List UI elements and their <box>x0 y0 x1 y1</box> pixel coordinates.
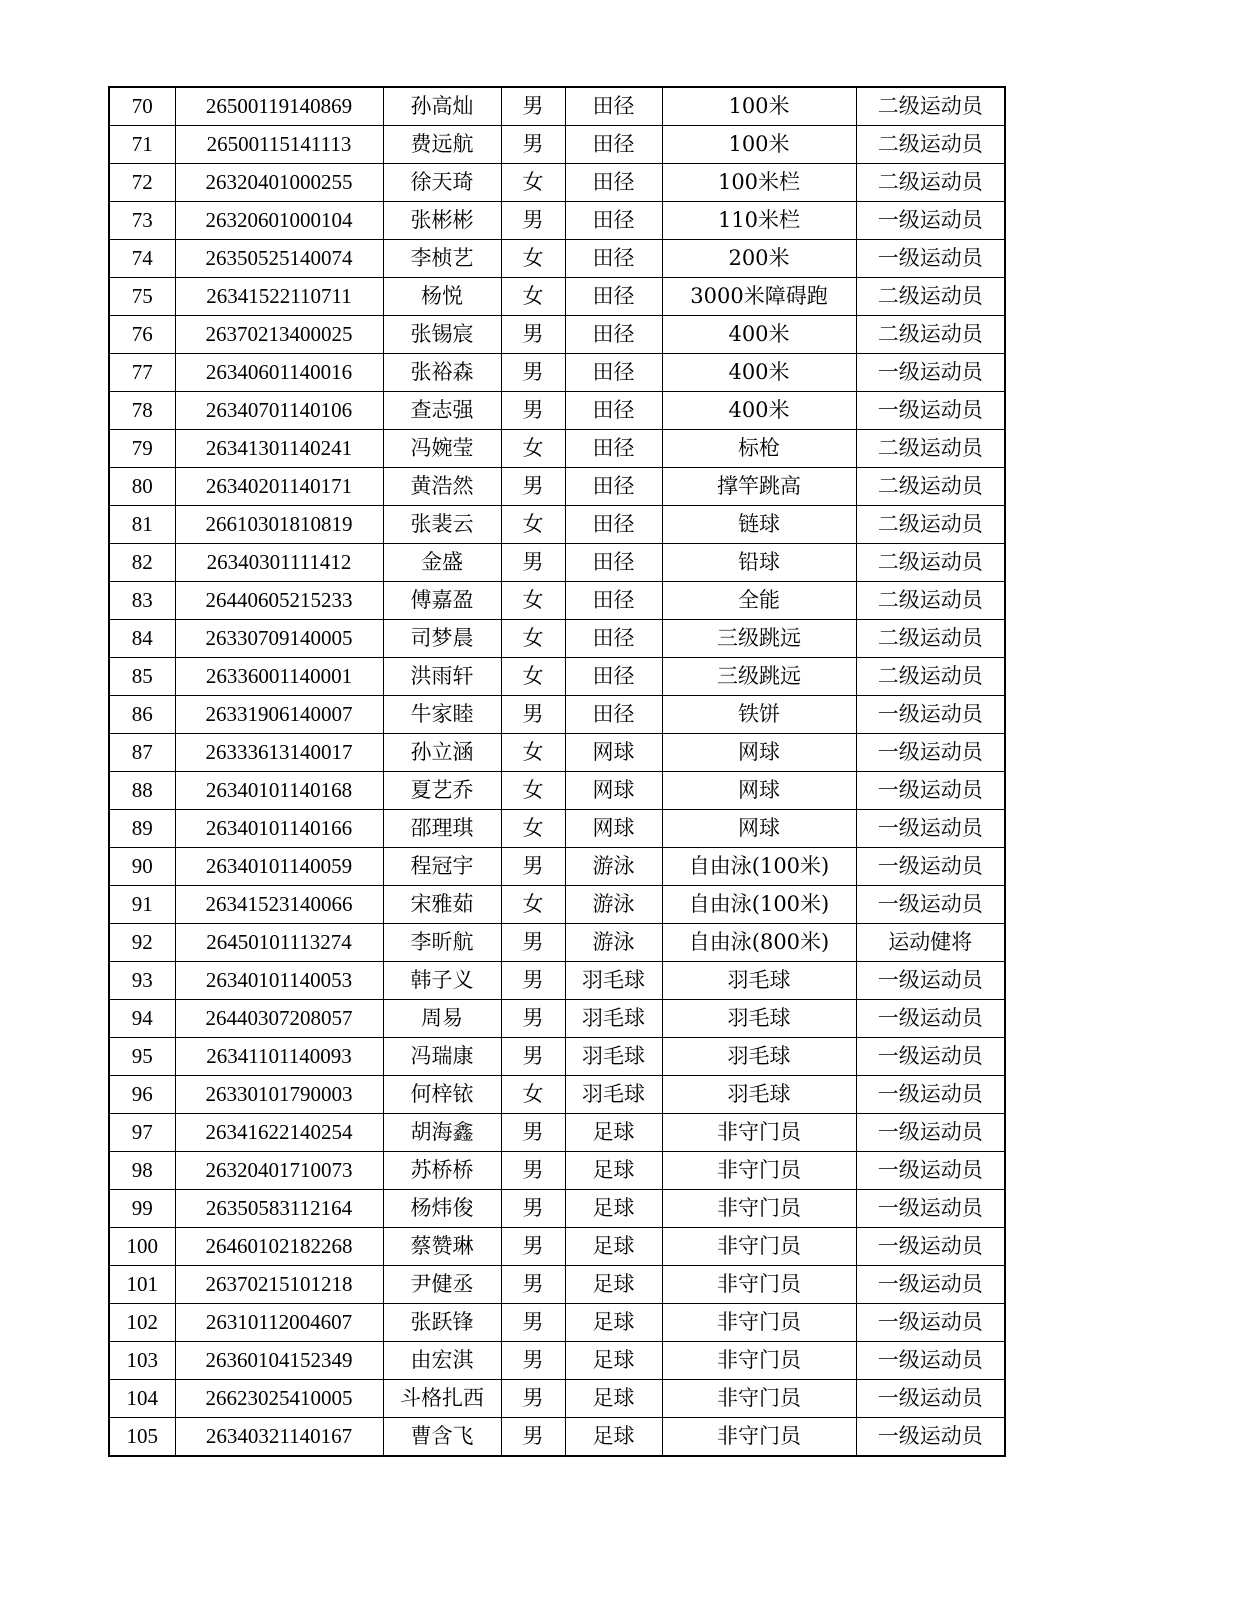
row-number-cell: 104 <box>109 1380 175 1418</box>
candidate-id-cell: 26440307208057 <box>175 1000 383 1038</box>
athlete-level-cell: 一级运动员 <box>856 1000 1005 1038</box>
candidate-id-cell: 26350583112164 <box>175 1190 383 1228</box>
table-row <box>109 1190 1005 1228</box>
candidate-id-cell: 26341523140066 <box>175 886 383 924</box>
gender-cell: 男 <box>501 1152 565 1190</box>
event-cell: 非守门员 <box>662 1190 856 1228</box>
athlete-level-cell: 一级运动员 <box>856 1380 1005 1418</box>
gender-cell: 女 <box>501 658 565 696</box>
event-cell: 三级跳远 <box>662 620 856 658</box>
sport-cell: 田径 <box>565 316 662 354</box>
gender-cell: 男 <box>501 1114 565 1152</box>
row-number-cell: 85 <box>109 658 175 696</box>
athlete-name-cell: 周易 <box>383 1000 501 1038</box>
athlete-name-cell: 苏桥桥 <box>383 1152 501 1190</box>
candidate-id-cell: 26340301111412 <box>175 544 383 582</box>
sport-cell: 游泳 <box>565 924 662 962</box>
event-cell: 网球 <box>662 810 856 848</box>
candidate-id-cell: 26340101140168 <box>175 772 383 810</box>
candidate-id-cell: 26320401000255 <box>175 164 383 202</box>
sport-cell: 足球 <box>565 1380 662 1418</box>
candidate-id-cell: 26623025410005 <box>175 1380 383 1418</box>
event-cell: 铅球 <box>662 544 856 582</box>
athlete-name-cell: 黄浩然 <box>383 468 501 506</box>
table-row <box>109 582 1005 620</box>
row-number-cell: 74 <box>109 240 175 278</box>
table-row <box>109 392 1005 430</box>
table-row <box>109 202 1005 240</box>
event-cell: 羽毛球 <box>662 1038 856 1076</box>
sport-cell: 田径 <box>565 278 662 316</box>
event-cell: 非守门员 <box>662 1266 856 1304</box>
event-cell: 400米 <box>662 316 856 354</box>
table-row <box>109 1114 1005 1152</box>
event-cell: 3000米障碍跑 <box>662 278 856 316</box>
table-row <box>109 620 1005 658</box>
row-number-cell: 82 <box>109 544 175 582</box>
gender-cell: 男 <box>501 126 565 164</box>
event-cell: 200米 <box>662 240 856 278</box>
athlete-level-cell: 一级运动员 <box>856 240 1005 278</box>
row-number-cell: 78 <box>109 392 175 430</box>
athlete-name-cell: 李桢艺 <box>383 240 501 278</box>
row-number-cell: 103 <box>109 1342 175 1380</box>
athlete-level-cell: 二级运动员 <box>856 658 1005 696</box>
event-cell: 三级跳远 <box>662 658 856 696</box>
candidate-id-cell: 26340201140171 <box>175 468 383 506</box>
sport-cell: 田径 <box>565 240 662 278</box>
sport-cell: 田径 <box>565 430 662 468</box>
event-cell: 链球 <box>662 506 856 544</box>
gender-cell: 男 <box>501 316 565 354</box>
gender-cell: 男 <box>501 1304 565 1342</box>
event-cell: 网球 <box>662 772 856 810</box>
athlete-name-cell: 邵理琪 <box>383 810 501 848</box>
gender-cell: 男 <box>501 1266 565 1304</box>
sport-cell: 羽毛球 <box>565 1000 662 1038</box>
row-number-cell: 101 <box>109 1266 175 1304</box>
table-row <box>109 87 1005 126</box>
candidate-id-cell: 26341622140254 <box>175 1114 383 1152</box>
row-number-cell: 96 <box>109 1076 175 1114</box>
athlete-level-cell: 一级运动员 <box>856 202 1005 240</box>
sport-cell: 足球 <box>565 1418 662 1457</box>
row-number-cell: 105 <box>109 1418 175 1457</box>
gender-cell: 女 <box>501 886 565 924</box>
candidate-id-cell: 26330709140005 <box>175 620 383 658</box>
athlete-level-cell: 二级运动员 <box>856 544 1005 582</box>
athlete-level-cell: 一级运动员 <box>856 392 1005 430</box>
gender-cell: 女 <box>501 582 565 620</box>
candidate-id-cell: 26360104152349 <box>175 1342 383 1380</box>
event-cell: 100米 <box>662 126 856 164</box>
athlete-name-cell: 金盛 <box>383 544 501 582</box>
row-number-cell: 76 <box>109 316 175 354</box>
row-number-cell: 84 <box>109 620 175 658</box>
sport-cell: 足球 <box>565 1342 662 1380</box>
row-number-cell: 88 <box>109 772 175 810</box>
candidate-id-cell: 26341522110711 <box>175 278 383 316</box>
table-row <box>109 1380 1005 1418</box>
event-cell: 撑竿跳高 <box>662 468 856 506</box>
gender-cell: 男 <box>501 87 565 126</box>
roster-body <box>109 87 1005 1456</box>
table-row <box>109 772 1005 810</box>
event-cell: 400米 <box>662 354 856 392</box>
table-row <box>109 1342 1005 1380</box>
gender-cell: 女 <box>501 278 565 316</box>
table-row <box>109 810 1005 848</box>
athlete-level-cell: 一级运动员 <box>856 772 1005 810</box>
gender-cell: 男 <box>501 1418 565 1457</box>
athlete-level-cell: 一级运动员 <box>856 1076 1005 1114</box>
sport-cell: 足球 <box>565 1304 662 1342</box>
sport-cell: 田径 <box>565 164 662 202</box>
row-number-cell: 91 <box>109 886 175 924</box>
sport-cell: 羽毛球 <box>565 962 662 1000</box>
candidate-id-cell: 26450101113274 <box>175 924 383 962</box>
gender-cell: 女 <box>501 430 565 468</box>
sport-cell: 田径 <box>565 696 662 734</box>
row-number-cell: 99 <box>109 1190 175 1228</box>
table-row <box>109 126 1005 164</box>
athlete-name-cell: 洪雨轩 <box>383 658 501 696</box>
gender-cell: 女 <box>501 240 565 278</box>
row-number-cell: 75 <box>109 278 175 316</box>
row-number-cell: 71 <box>109 126 175 164</box>
athlete-name-cell: 傅嘉盈 <box>383 582 501 620</box>
athlete-name-cell: 司梦晨 <box>383 620 501 658</box>
gender-cell: 男 <box>501 1038 565 1076</box>
gender-cell: 男 <box>501 544 565 582</box>
sport-cell: 田径 <box>565 544 662 582</box>
gender-cell: 男 <box>501 696 565 734</box>
table-row <box>109 886 1005 924</box>
row-number-cell: 73 <box>109 202 175 240</box>
table-row <box>109 544 1005 582</box>
table-row <box>109 1418 1005 1457</box>
row-number-cell: 100 <box>109 1228 175 1266</box>
sport-cell: 足球 <box>565 1266 662 1304</box>
row-number-cell: 72 <box>109 164 175 202</box>
athlete-name-cell: 李昕航 <box>383 924 501 962</box>
athlete-level-cell: 二级运动员 <box>856 316 1005 354</box>
table-row <box>109 734 1005 772</box>
gender-cell: 女 <box>501 734 565 772</box>
gender-cell: 女 <box>501 506 565 544</box>
sport-cell: 田径 <box>565 506 662 544</box>
candidate-id-cell: 26500119140869 <box>175 87 383 126</box>
event-cell: 100米 <box>662 87 856 126</box>
athlete-level-cell: 一级运动员 <box>856 962 1005 1000</box>
athlete-name-cell: 孙高灿 <box>383 87 501 126</box>
row-number-cell: 93 <box>109 962 175 1000</box>
sport-cell: 足球 <box>565 1114 662 1152</box>
event-cell: 400米 <box>662 392 856 430</box>
athlete-name-cell: 宋雅茹 <box>383 886 501 924</box>
sport-cell: 田径 <box>565 87 662 126</box>
row-number-cell: 89 <box>109 810 175 848</box>
gender-cell: 男 <box>501 392 565 430</box>
athlete-level-cell: 一级运动员 <box>856 696 1005 734</box>
athlete-name-cell: 张彬彬 <box>383 202 501 240</box>
athlete-name-cell: 张裴云 <box>383 506 501 544</box>
candidate-id-cell: 26340701140106 <box>175 392 383 430</box>
gender-cell: 女 <box>501 164 565 202</box>
athlete-name-cell: 牛家睦 <box>383 696 501 734</box>
athlete-name-cell: 冯瑞康 <box>383 1038 501 1076</box>
sport-cell: 田径 <box>565 582 662 620</box>
table-row <box>109 468 1005 506</box>
event-cell: 非守门员 <box>662 1304 856 1342</box>
athlete-name-cell: 斗格扎西 <box>383 1380 501 1418</box>
athlete-level-cell: 一级运动员 <box>856 734 1005 772</box>
table-row <box>109 1076 1005 1114</box>
gender-cell: 男 <box>501 354 565 392</box>
athlete-name-cell: 韩子义 <box>383 962 501 1000</box>
row-number-cell: 86 <box>109 696 175 734</box>
candidate-id-cell: 26370215101218 <box>175 1266 383 1304</box>
athlete-name-cell: 由宏淇 <box>383 1342 501 1380</box>
row-number-cell: 98 <box>109 1152 175 1190</box>
athlete-level-cell: 二级运动员 <box>856 468 1005 506</box>
candidate-id-cell: 26320401710073 <box>175 1152 383 1190</box>
gender-cell: 男 <box>501 1228 565 1266</box>
event-cell: 110米栏 <box>662 202 856 240</box>
sport-cell: 田径 <box>565 354 662 392</box>
table-row <box>109 962 1005 1000</box>
table-row <box>109 1266 1005 1304</box>
event-cell: 羽毛球 <box>662 1000 856 1038</box>
sport-cell: 网球 <box>565 810 662 848</box>
candidate-id-cell: 26350525140074 <box>175 240 383 278</box>
athlete-level-cell: 二级运动员 <box>856 620 1005 658</box>
event-cell: 非守门员 <box>662 1114 856 1152</box>
row-number-cell: 90 <box>109 848 175 886</box>
athlete-name-cell: 徐天琦 <box>383 164 501 202</box>
sport-cell: 田径 <box>565 468 662 506</box>
candidate-id-cell: 26340101140053 <box>175 962 383 1000</box>
sport-cell: 游泳 <box>565 886 662 924</box>
athlete-name-cell: 曹含飞 <box>383 1418 501 1457</box>
athlete-level-cell: 运动健将 <box>856 924 1005 962</box>
table-row <box>109 240 1005 278</box>
table-row <box>109 1228 1005 1266</box>
athlete-name-cell: 费远航 <box>383 126 501 164</box>
athlete-level-cell: 一级运动员 <box>856 1418 1005 1457</box>
athlete-level-cell: 二级运动员 <box>856 87 1005 126</box>
candidate-id-cell: 26610301810819 <box>175 506 383 544</box>
sport-cell: 田径 <box>565 202 662 240</box>
athlete-name-cell: 胡海鑫 <box>383 1114 501 1152</box>
sport-cell: 网球 <box>565 772 662 810</box>
event-cell: 标枪 <box>662 430 856 468</box>
athlete-name-cell: 冯婉莹 <box>383 430 501 468</box>
athlete-level-cell: 二级运动员 <box>856 430 1005 468</box>
athlete-level-cell: 一级运动员 <box>856 1304 1005 1342</box>
candidate-id-cell: 26500115141113 <box>175 126 383 164</box>
sport-cell: 田径 <box>565 392 662 430</box>
athlete-name-cell: 杨炜俊 <box>383 1190 501 1228</box>
candidate-id-cell: 26310112004607 <box>175 1304 383 1342</box>
athlete-name-cell: 张跃锋 <box>383 1304 501 1342</box>
candidate-id-cell: 26320601000104 <box>175 202 383 240</box>
event-cell: 全能 <box>662 582 856 620</box>
candidate-id-cell: 26330101790003 <box>175 1076 383 1114</box>
event-cell: 非守门员 <box>662 1342 856 1380</box>
gender-cell: 男 <box>501 924 565 962</box>
gender-cell: 女 <box>501 810 565 848</box>
gender-cell: 男 <box>501 962 565 1000</box>
athlete-level-cell: 一级运动员 <box>856 1190 1005 1228</box>
event-cell: 100米栏 <box>662 164 856 202</box>
athlete-level-cell: 一级运动员 <box>856 1342 1005 1380</box>
athlete-level-cell: 二级运动员 <box>856 126 1005 164</box>
table-row <box>109 1000 1005 1038</box>
candidate-id-cell: 26460102182268 <box>175 1228 383 1266</box>
event-cell: 铁饼 <box>662 696 856 734</box>
event-cell: 羽毛球 <box>662 962 856 1000</box>
event-cell: 非守门员 <box>662 1418 856 1457</box>
table-row <box>109 506 1005 544</box>
athlete-name-cell: 何梓铱 <box>383 1076 501 1114</box>
event-cell: 羽毛球 <box>662 1076 856 1114</box>
gender-cell: 男 <box>501 1380 565 1418</box>
athlete-name-cell: 尹健丞 <box>383 1266 501 1304</box>
candidate-id-cell: 26331906140007 <box>175 696 383 734</box>
candidate-id-cell: 26340601140016 <box>175 354 383 392</box>
athlete-level-cell: 二级运动员 <box>856 164 1005 202</box>
table-row <box>109 316 1005 354</box>
row-number-cell: 95 <box>109 1038 175 1076</box>
row-number-cell: 92 <box>109 924 175 962</box>
table-row <box>109 354 1005 392</box>
athlete-name-cell: 夏艺乔 <box>383 772 501 810</box>
row-number-cell: 102 <box>109 1304 175 1342</box>
sport-cell: 足球 <box>565 1152 662 1190</box>
event-cell: 网球 <box>662 734 856 772</box>
gender-cell: 女 <box>501 1076 565 1114</box>
row-number-cell: 94 <box>109 1000 175 1038</box>
athlete-level-cell: 一级运动员 <box>856 1266 1005 1304</box>
table-row <box>109 430 1005 468</box>
gender-cell: 男 <box>501 1190 565 1228</box>
table-row <box>109 1038 1005 1076</box>
athlete-name-cell: 张裕森 <box>383 354 501 392</box>
sport-cell: 田径 <box>565 658 662 696</box>
sport-cell: 羽毛球 <box>565 1038 662 1076</box>
athlete-level-cell: 一级运动员 <box>856 886 1005 924</box>
athlete-name-cell: 程冠宇 <box>383 848 501 886</box>
athlete-level-cell: 一级运动员 <box>856 1228 1005 1266</box>
table-row <box>109 696 1005 734</box>
table-row <box>109 278 1005 316</box>
athlete-name-cell: 张锡宸 <box>383 316 501 354</box>
sport-cell: 羽毛球 <box>565 1076 662 1114</box>
row-number-cell: 97 <box>109 1114 175 1152</box>
candidate-id-cell: 26370213400025 <box>175 316 383 354</box>
athlete-level-cell: 二级运动员 <box>856 506 1005 544</box>
sport-cell: 足球 <box>565 1190 662 1228</box>
event-cell: 非守门员 <box>662 1228 856 1266</box>
athlete-name-cell: 查志强 <box>383 392 501 430</box>
athlete-name-cell: 蔡赞琳 <box>383 1228 501 1266</box>
event-cell: 自由泳(100米) <box>662 886 856 924</box>
athlete-roster-table <box>108 86 1006 1457</box>
sport-cell: 游泳 <box>565 848 662 886</box>
athlete-level-cell: 二级运动员 <box>856 278 1005 316</box>
athlete-level-cell: 一级运动员 <box>856 1152 1005 1190</box>
sport-cell: 足球 <box>565 1228 662 1266</box>
table-row <box>109 1152 1005 1190</box>
sport-cell: 网球 <box>565 734 662 772</box>
table-row <box>109 924 1005 962</box>
table-row <box>109 658 1005 696</box>
event-cell: 非守门员 <box>662 1152 856 1190</box>
event-cell: 自由泳(100米) <box>662 848 856 886</box>
athlete-level-cell: 一级运动员 <box>856 810 1005 848</box>
athlete-name-cell: 杨悦 <box>383 278 501 316</box>
event-cell: 自由泳(800米) <box>662 924 856 962</box>
row-number-cell: 77 <box>109 354 175 392</box>
athlete-level-cell: 一级运动员 <box>856 354 1005 392</box>
athlete-level-cell: 一级运动员 <box>856 1038 1005 1076</box>
row-number-cell: 87 <box>109 734 175 772</box>
row-number-cell: 81 <box>109 506 175 544</box>
athlete-name-cell: 孙立涵 <box>383 734 501 772</box>
gender-cell: 女 <box>501 772 565 810</box>
gender-cell: 男 <box>501 848 565 886</box>
candidate-id-cell: 26336001140001 <box>175 658 383 696</box>
candidate-id-cell: 26333613140017 <box>175 734 383 772</box>
gender-cell: 男 <box>501 202 565 240</box>
row-number-cell: 70 <box>109 87 175 126</box>
sport-cell: 田径 <box>565 126 662 164</box>
table-row <box>109 848 1005 886</box>
sport-cell: 田径 <box>565 620 662 658</box>
gender-cell: 男 <box>501 468 565 506</box>
candidate-id-cell: 26341301140241 <box>175 430 383 468</box>
candidate-id-cell: 26440605215233 <box>175 582 383 620</box>
row-number-cell: 80 <box>109 468 175 506</box>
gender-cell: 女 <box>501 620 565 658</box>
candidate-id-cell: 26340321140167 <box>175 1418 383 1457</box>
athlete-level-cell: 一级运动员 <box>856 1114 1005 1152</box>
athlete-level-cell: 二级运动员 <box>856 582 1005 620</box>
candidate-id-cell: 26340101140059 <box>175 848 383 886</box>
candidate-id-cell: 26340101140166 <box>175 810 383 848</box>
gender-cell: 男 <box>501 1000 565 1038</box>
athlete-level-cell: 一级运动员 <box>856 848 1005 886</box>
row-number-cell: 83 <box>109 582 175 620</box>
candidate-id-cell: 26341101140093 <box>175 1038 383 1076</box>
gender-cell: 男 <box>501 1342 565 1380</box>
row-number-cell: 79 <box>109 430 175 468</box>
table-row <box>109 1304 1005 1342</box>
table-row <box>109 164 1005 202</box>
event-cell: 非守门员 <box>662 1380 856 1418</box>
